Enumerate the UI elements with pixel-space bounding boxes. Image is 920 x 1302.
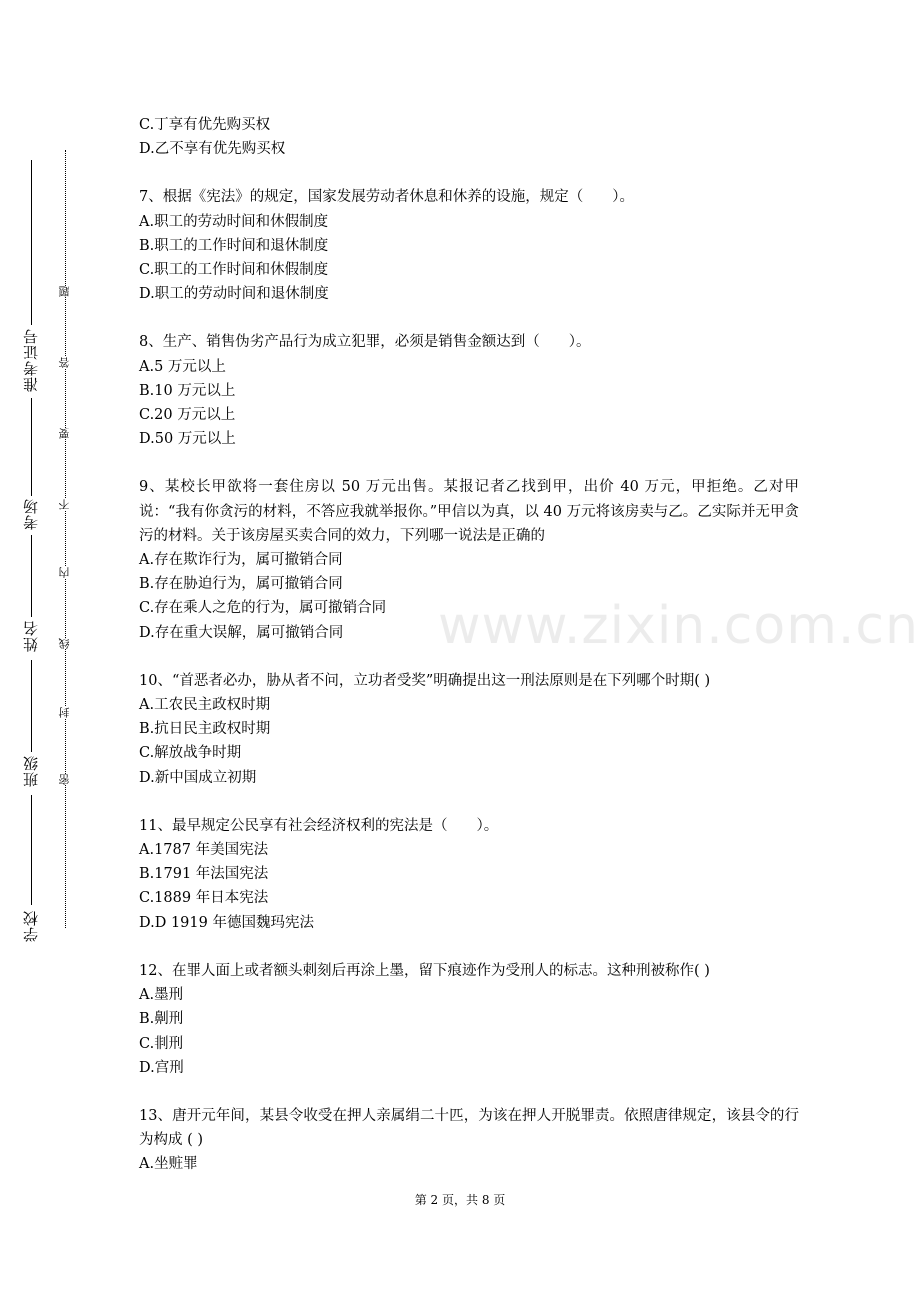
- option: D.50 万元以上: [139, 431, 236, 448]
- question-11: [139, 814, 799, 935]
- field-label-name: 姓名: [22, 620, 40, 652]
- question-13: [139, 1104, 799, 1177]
- option: B.职工的工作时间和退休制度: [139, 237, 329, 254]
- option: C.职工的工作时间和休假制度: [139, 262, 329, 279]
- option: B.10 万元以上: [139, 382, 236, 399]
- option: A.1787 年美国宪法: [139, 842, 269, 859]
- question-stem: 13、唐开元年间，某县令收受在押人亲属绢二十匹，为该在押人开脱罪责。依照唐律规定，该县令的行为构成 ( ): [139, 1107, 799, 1149]
- option: D.D 1919 年德国魏玛宪法: [139, 914, 314, 931]
- seal-char: 要: [58, 428, 71, 439]
- question-stem: 11、最早规定公民享有社会经济权利的宪法是（ ）。: [139, 817, 499, 834]
- question-stem: 8、生产、销售伪劣产品行为成立犯罪，必须是销售金额达到（ ）。: [139, 334, 591, 351]
- option: D.新中国成立初期: [139, 769, 257, 786]
- option: C.丁享有优先购买权: [139, 117, 271, 133]
- option: D.宫刑: [139, 1059, 184, 1076]
- question-9: [139, 475, 799, 644]
- option: D.乙不享有优先购买权: [139, 141, 286, 158]
- field-line-class: [31, 660, 32, 752]
- field-line-name: [31, 535, 32, 617]
- option: C.存在乘人之危的行为，属可撤销合同: [139, 600, 387, 617]
- question-list: [139, 113, 799, 1177]
- field-label-exam-room: 考场: [22, 498, 40, 530]
- seal-char: 密: [58, 774, 71, 785]
- question-8: [139, 330, 799, 451]
- option: C.1889 年日本宪法: [139, 890, 269, 907]
- seal-char: 不: [58, 499, 71, 510]
- option: A.坐赃罪: [139, 1156, 198, 1173]
- question-7: [139, 185, 799, 306]
- option: A.存在欺诈行为，属可撤销合同: [139, 552, 343, 569]
- page-footer: 第 2 页，共 8 页: [414, 1193, 506, 1207]
- option: B.存在胁迫行为，属可撤销合同: [139, 576, 343, 593]
- question-stem: 10、“首恶者必办，胁从者不问，立功者受奖”明确提出这一刑法原则是在下列哪个时期( ): [139, 672, 711, 689]
- field-line-school: [31, 795, 32, 905]
- field-label-class: 班级: [22, 755, 40, 787]
- field-line-exam-room: [31, 398, 32, 496]
- question-stem: 12、在罪人面上或者额头刺刻后再涂上墨，留下痕迹作为受刑人的标志。这种刑被称作( ): [139, 962, 710, 979]
- binding-margin: [0, 0, 110, 1302]
- option: B.1791 年法国宪法: [139, 866, 269, 883]
- option: A.墨刑: [139, 987, 184, 1004]
- option: A.5 万元以上: [139, 358, 226, 375]
- option: D.存在重大误解，属可撤销合同: [139, 624, 344, 641]
- seal-char: 答: [58, 357, 71, 368]
- field-label-school: 学校: [22, 910, 40, 942]
- option: B.抗日民主政权时期: [139, 721, 271, 738]
- question-stem: 7、根据《宪法》的规定，国家发展劳动者休息和休养的设施，规定（ ）。: [139, 189, 634, 206]
- option: C.剕刑: [139, 1035, 184, 1052]
- option: A.职工的劳动时间和休假制度: [139, 213, 329, 230]
- seal-char: 题: [58, 286, 71, 297]
- question-10: [139, 669, 799, 790]
- question-6-continued: [139, 113, 799, 161]
- option: C.20 万元以上: [139, 407, 236, 424]
- seal-dotted-line: [65, 150, 66, 928]
- question-stem: 9、某校长甲欲将一套住房以 50 万元出售。某报记者乙找到甲，出价 40 万元，甲拒绝。乙对甲说：“我有你贪污的材料，不答应我就举报你。”甲信以为真，以 40 万元将该房卖与乙。乙实际并无甲贪污的材料。关于该房屋买卖合同的效力，下列哪一说法是正确的: [139, 479, 799, 544]
- seal-char: 封: [58, 707, 71, 718]
- seal-char: 线: [58, 638, 71, 649]
- watermark: www.zixin.com.cn: [438, 596, 919, 656]
- option: D.职工的劳动时间和退休制度: [139, 286, 329, 303]
- option: B.劓刑: [139, 1011, 184, 1028]
- field-line-exam-id: [31, 160, 32, 325]
- field-label-exam-id: 准考证号: [22, 328, 40, 392]
- option: A.工农民主政权时期: [139, 697, 271, 714]
- seal-char: 内: [58, 567, 71, 578]
- question-12: [139, 959, 799, 1080]
- option: C.解放战争时期: [139, 745, 242, 762]
